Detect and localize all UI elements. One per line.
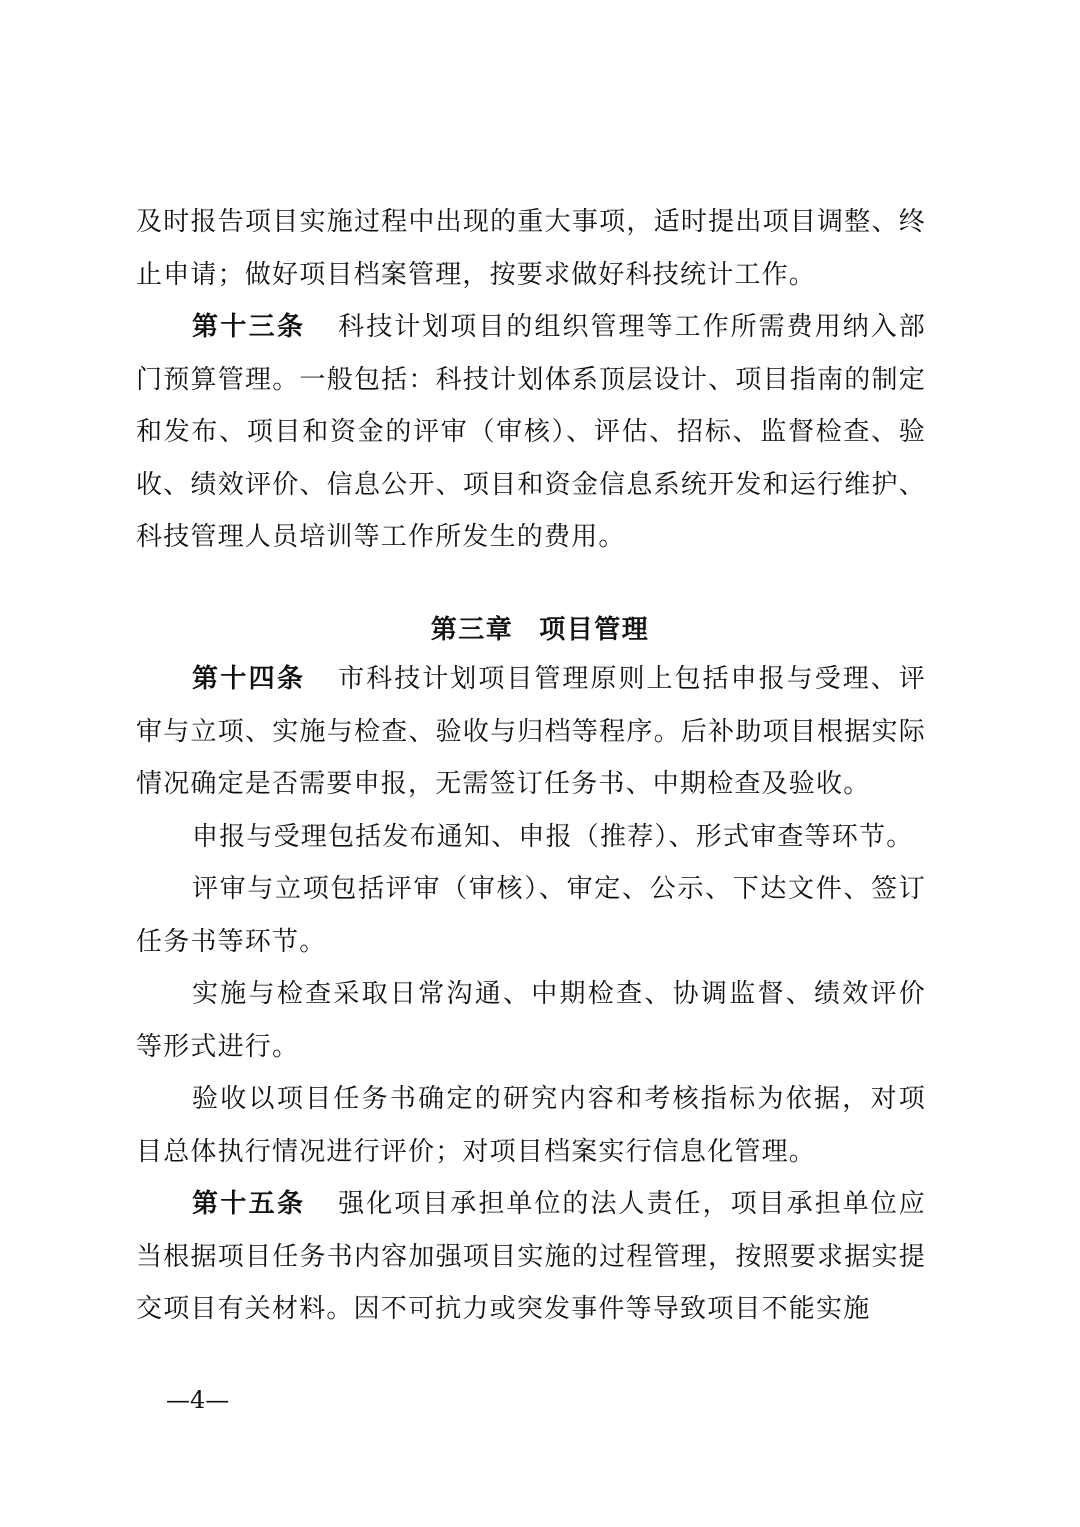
article-15-text: 强化项目承担单位的法人责任，项目承担单位应当根据项目任务书内容加强项目实施的过程管理，按照要求据实提交项目有关材料。因不可抗力或突发事件等导致项目不能实施	[136, 1189, 926, 1324]
chapter-heading	[0, 604, 1080, 656]
chapter-number: 第三章	[430, 615, 514, 645]
page-number: —4—	[166, 1386, 230, 1414]
article-13-text: 科技计划项目的组织管理等工作所需费用纳入部门预算管理。一般包括：科技计划体系顶层设计、项目指南的制定和发布、项目和资金的评审（审核）、评估、招标、监督检查、验收、绩效评价、信息公开、项目和资金信息系统开发和运行维护、科技管理人员培训等工作所发生的费用。	[136, 312, 926, 552]
article-15-label: 第十五条	[192, 1189, 306, 1219]
paragraph-apply: 申报与受理包括发布通知、申报（推荐）、形式审查等环节。	[192, 821, 914, 852]
paragraph-review: 评审与立项包括评审（审核）、审定、公示、下达文件、签订任务书等环节。	[136, 874, 926, 957]
article-13-label: 第十三条	[192, 312, 306, 342]
chapter-title: 项目管理	[539, 615, 650, 645]
section-top	[136, 196, 926, 564]
section-bottom	[136, 653, 926, 1336]
article-14	[136, 653, 926, 811]
paragraph-implement: 实施与检查采取日常沟通、中期检查、协调监督、绩效评价等形式进行。	[136, 979, 926, 1062]
article-14-text: 市科技计划项目管理原则上包括申报与受理、评审与立项、实施与检查、验收与归档等程序。后补助项目根据实际情况确定是否需要申报，无需签订任务书、中期检查及验收。	[136, 664, 926, 799]
article-13	[136, 301, 926, 564]
article-15	[136, 1178, 926, 1336]
article-14-label: 第十四条	[192, 664, 306, 694]
paragraph-accept: 验收以项目任务书确定的研究内容和考核指标为依据，对项目总体执行情况进行评价；对项目档案实行信息化管理。	[136, 1084, 926, 1167]
continued-paragraph: 及时报告项目实施过程中出现的重大事项，适时提出项目调整、终止申请；做好项目档案管理，按要求做好科技统计工作。	[136, 207, 926, 290]
